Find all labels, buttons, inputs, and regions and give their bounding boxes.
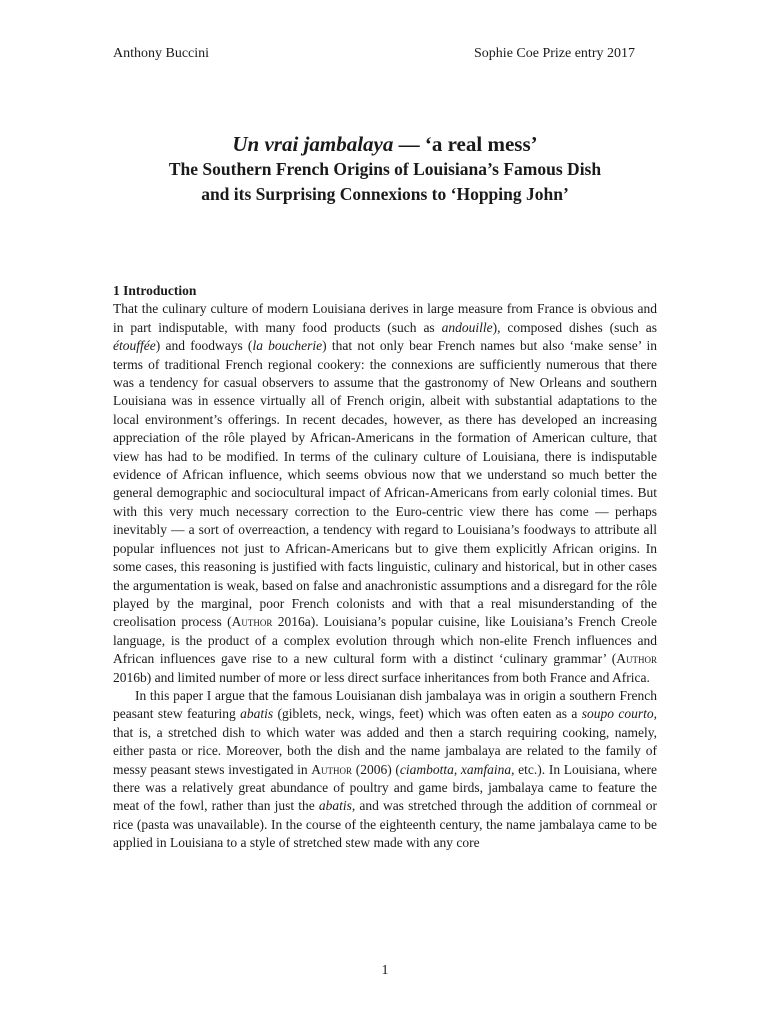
italic-term: abatis	[240, 706, 274, 722]
title-italic: Un vrai jambalaya	[232, 132, 394, 156]
subtitle-line-1: The Southern French Origins of Louisiana’s Famous Dish	[168, 159, 602, 179]
text-run: In this paper I argue that the famous Louisianan dish jambalaya was in origin a southern French peasant stew featuring	[113, 687, 657, 722]
subtitle-line-2: and its Surprising Connexions to ‘Hopping John’	[201, 184, 569, 204]
text-run: That the culinary culture of modern Louisiana derives in large measure from France is obvious and in part indisputable, with many food products (such as	[113, 301, 657, 335]
italic-term: étouffée	[113, 338, 156, 354]
italic-term: xamfaina	[460, 761, 512, 777]
running-header-entry: Sophie Coe Prize entry 2017	[474, 46, 635, 61]
italic-term: andouille	[441, 319, 493, 335]
italic-term: la boucherie	[252, 338, 323, 354]
citation-author: Author	[311, 761, 353, 777]
italic-term: abatis	[318, 798, 352, 814]
title-upright: — ‘a real mess’	[393, 132, 538, 156]
paragraph-2	[113, 687, 657, 853]
text-run: ) and foodways (	[155, 338, 253, 354]
text-run: 2016a). Louisiana’s popular cuisine, like Louisiana’s French Creole language, is the product of a complex evolution through which non-elite French influences and African influences gave rise to a new cultural form with a distinct ‘culinary grammar’ (	[113, 614, 657, 667]
citation-author: Author	[231, 614, 273, 630]
paragraph-1	[113, 300, 657, 687]
text-run: ), composed dishes (such as	[492, 319, 657, 335]
page-number: 1	[381, 963, 389, 978]
italic-term: soupo courto	[581, 706, 654, 722]
text-run: (giblets, neck, wings, feet) which was often eaten as a	[273, 706, 582, 722]
text-run: , and was stretched through the addition of cornmeal or rice (pasta was unavailable). In the course of the eighteenth century, the name jambalaya came to be applied in Louisiana to a style of stretched stew made with any core	[113, 798, 657, 851]
section-heading: 1 Introduction	[113, 283, 197, 298]
running-header-author: Anthony Buccini	[113, 46, 210, 61]
title-block	[0, 131, 770, 207]
text-run: ,	[453, 761, 461, 777]
paper-title	[0, 131, 770, 157]
text-run: , that is, a stretched dish to which water was added and then a starch requiring cooking, namely, either pasta or rice. Moreover, both the dish and the name jambalaya are related to the family of messy peasant stews investigated in	[113, 706, 657, 777]
text-run: (2006) (	[352, 761, 400, 777]
text-run: 2016b) and limited number of more or less direct surface inheritances from both France and Africa.	[113, 669, 650, 685]
body-text	[113, 282, 657, 853]
text-run: ) that not only bear French names but also ‘make sense’ in terms of traditional French regional cookery: the connexions are sufficiently numerous that there was a tendency for casual observers to assume that the gastronomy of New Orleans and southern Louisiana was in essence virtually all of French origin, albeit with substantial adaptations to the local environment’s offerings. In recent decades, however, as there has developed an increasing appreciation of the rôle played by African-Americans in the formation of American culture, that view has had to be modified. In terms of the culinary culture of Louisiana, there is indisputable evidence of African influence, which seems obvious now that we understand so much better the general demographic and sociocultural impact of African-Americans from early colonial times. But with this very much necessary correction to the Euro-centric view there has come — perhaps inevitably — a sort of overreaction, a tendency with regard to Louisiana’s foodways to attribute all popular influences not just to African-Americans but to give them explicitly African origins. In some cases, this reasoning is justified with facts linguistic, culinary and historical, but in other cases the argumentation is weak, based on false and anachronistic assumptions and a disregard for the rôle played by the marginal, poor French colonists and with that a real misunderstanding of the creolisation process (	[113, 338, 657, 630]
text-run: , etc.). In Louisiana, where there was a relatively great abundance of poultry and game birds, jambalaya came to feature the meat of the fowl, rather than just the	[113, 761, 657, 814]
citation-author: Author	[616, 651, 657, 667]
italic-term: ciambotta	[399, 761, 454, 777]
